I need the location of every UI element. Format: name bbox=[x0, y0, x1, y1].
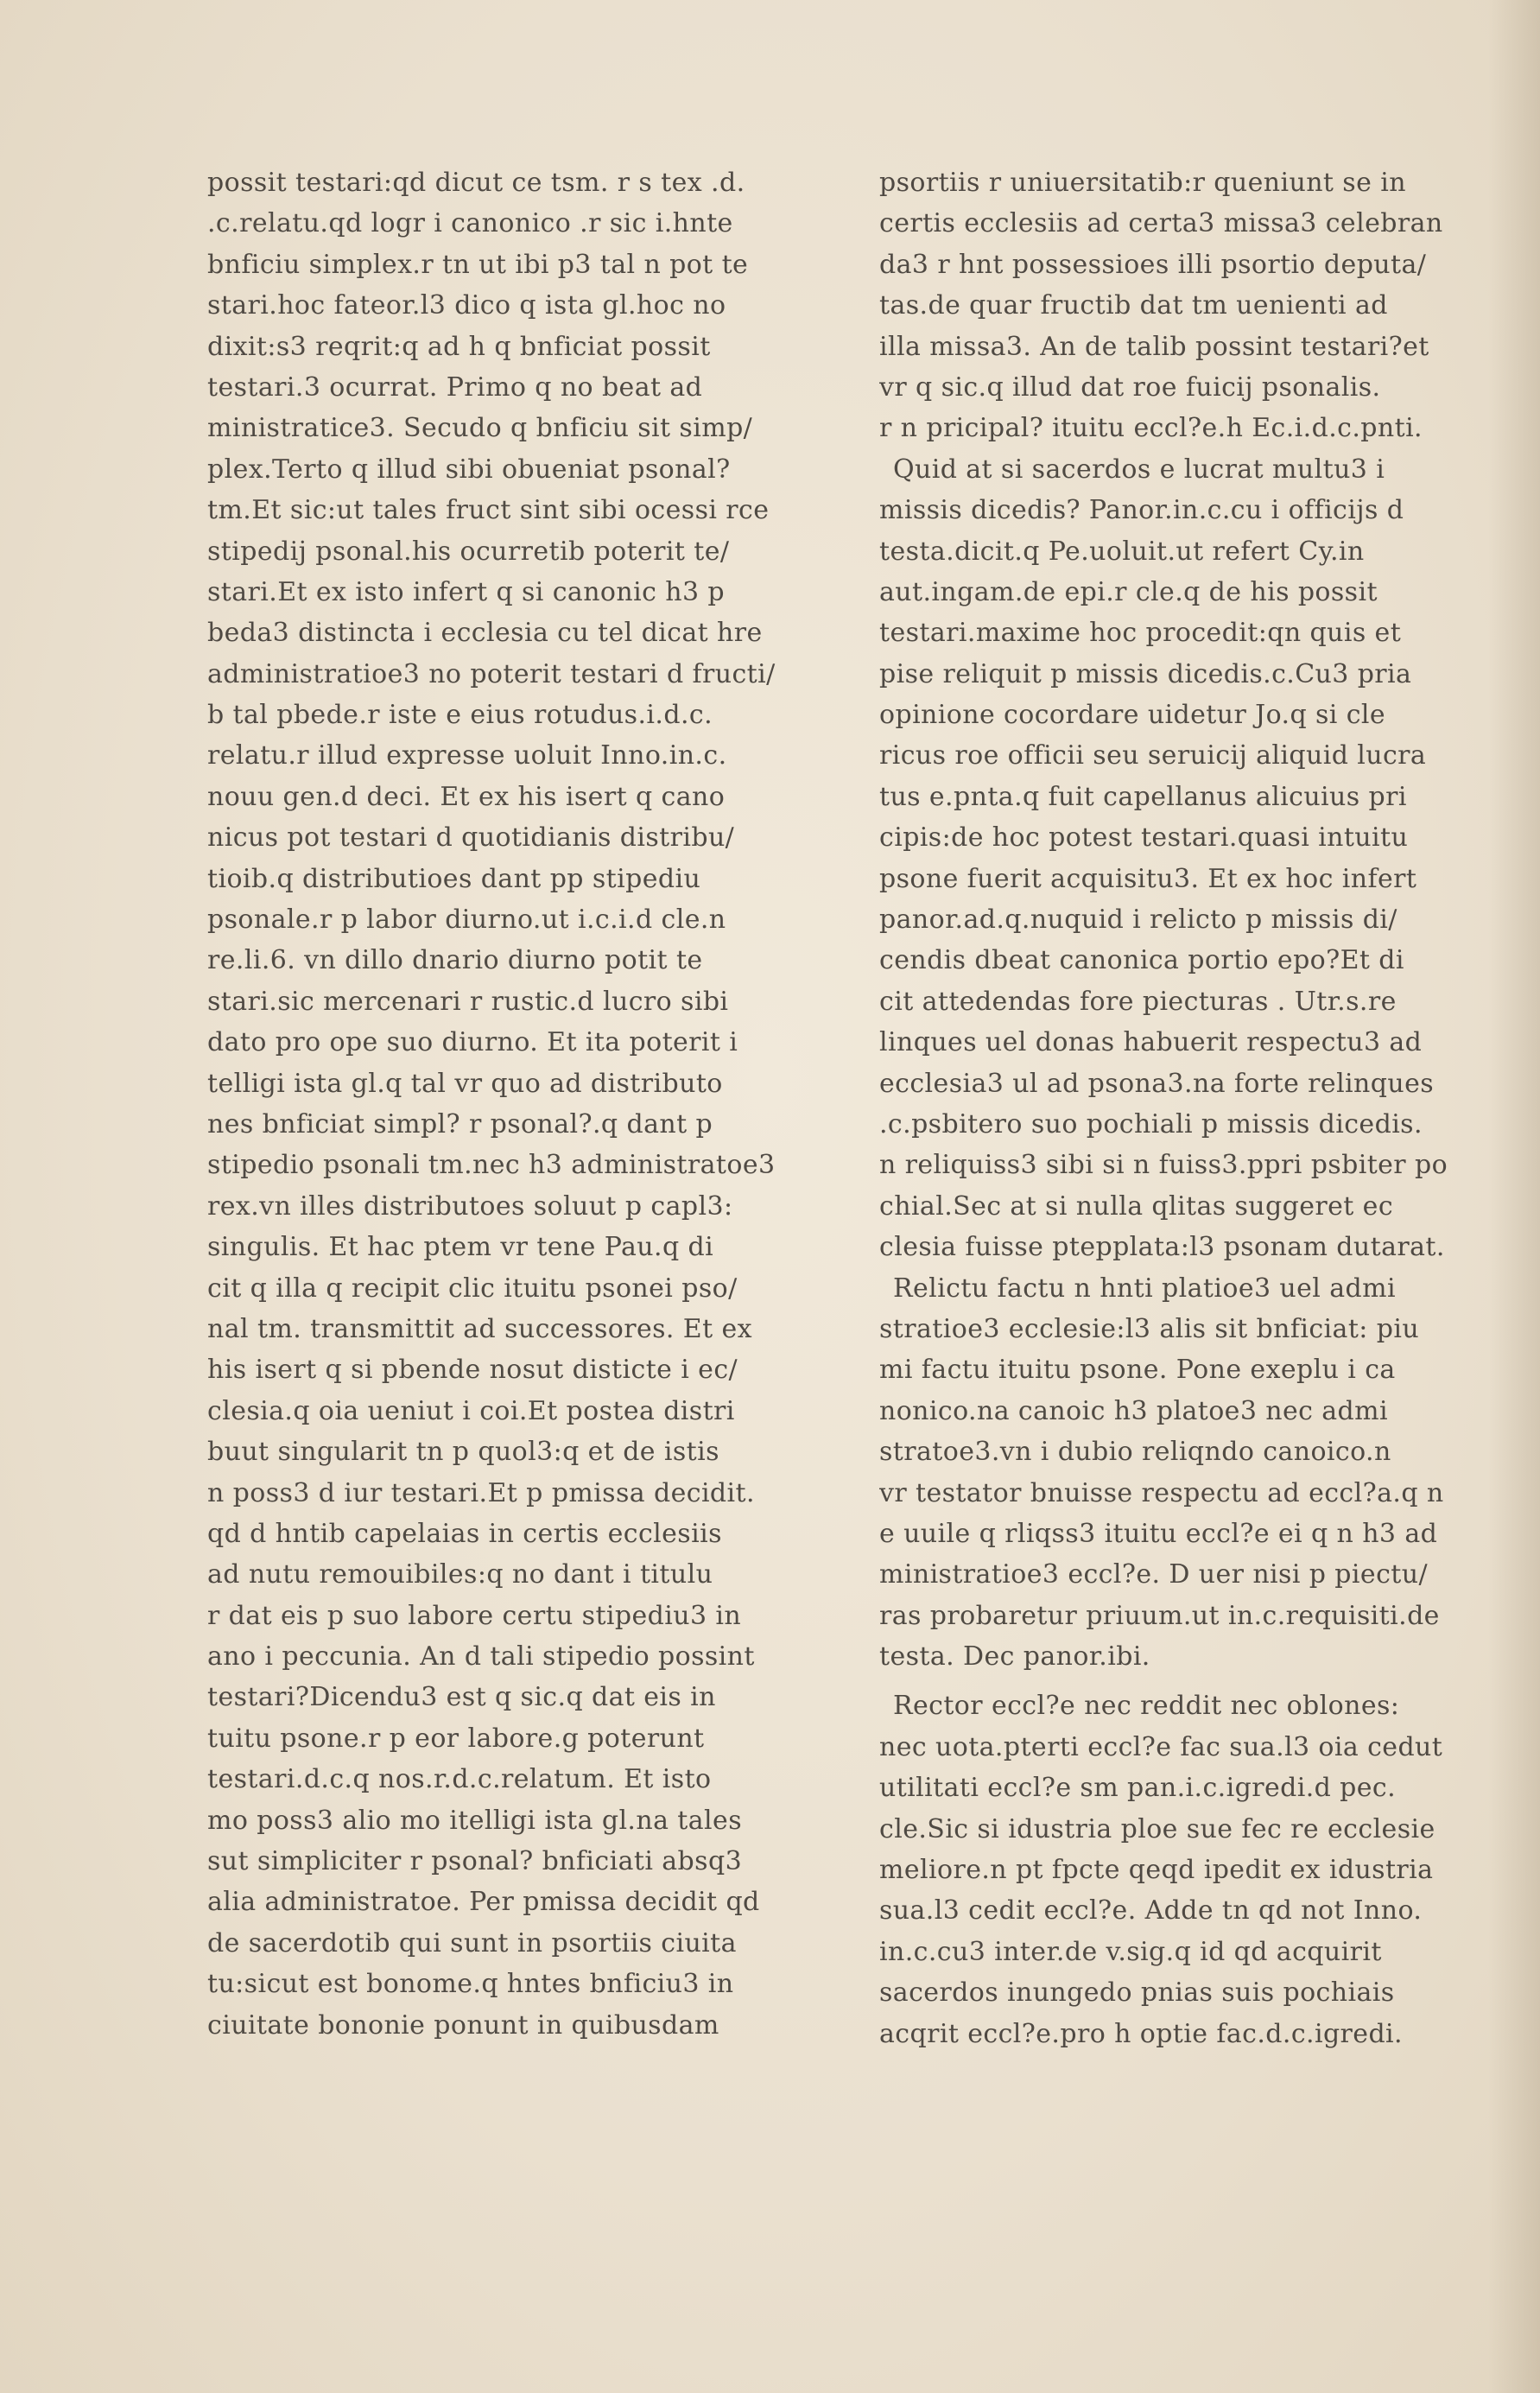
text-line: testa.dicit.q Pe.uoluit.ut refert Cy.in bbox=[879, 536, 1365, 567]
text-line: testari?Dicendu3 est q sic.q dat eis in bbox=[207, 1682, 716, 1713]
text-line: panor.ad.q.nuquid i relicto p missis di/ bbox=[879, 905, 1397, 936]
text-line: cipis:de hoc potest testari.quasi intuitu bbox=[879, 822, 1409, 854]
text-line: stratoe3.vn i dubio reliqndo canoico.n bbox=[879, 1437, 1391, 1468]
text-line: in.c.cu3 inter.de v.sig.q id qd acquirit bbox=[879, 1936, 1382, 1967]
text-line: r n pricipal? ituitu eccl?e.h Ec.i.d.c.pnti. bbox=[879, 413, 1423, 444]
text-line: rex.vn illes distributoes soluut p capl3: bbox=[207, 1190, 733, 1222]
text-line: clesia fuisse ptepplata:l3 psonam dutarat. bbox=[879, 1232, 1445, 1263]
text-line: mi factu ituitu psone. Pone exeplu i ca bbox=[879, 1355, 1396, 1386]
text-line: tus e.pnta.q fuit capellanus alicuius pri bbox=[879, 781, 1407, 812]
text-line: meliore.n pt fpcte qeqd ipedit ex idustria bbox=[879, 1855, 1434, 1886]
text-line: telligi ista gl.q tal vr quo ad distributo bbox=[207, 1068, 723, 1099]
text-line: cit attedendas fore piecturas . Utr.s.re bbox=[879, 986, 1397, 1017]
text-line: tas.de quar fructib dat tm uenienti ad bbox=[879, 290, 1388, 321]
text-line: tioib.q distributioes dant pp stipediu bbox=[207, 863, 701, 894]
text-line: r dat eis p suo labore certu stipediu3 in bbox=[207, 1600, 742, 1631]
text-line: acqrit eccl?e.pro h optie fac.d.c.igredi. bbox=[879, 2018, 1403, 2049]
text-line: n reliquiss3 sibi si n fuiss3.ppri psbiter po bbox=[879, 1150, 1448, 1181]
text-line: Relictu factu n hnti platioe3 uel admi bbox=[893, 1273, 1396, 1304]
text-line: relatu.r illud expresse uoluit Inno.in.c. bbox=[207, 740, 727, 771]
text-line: da3 r hnt possessioes illi psortio deputa/ bbox=[879, 249, 1427, 280]
text-line: testari.3 ocurrat. Primo q no beat ad bbox=[207, 371, 703, 403]
text-line: nal tm. transmittit ad successores. Et ex bbox=[207, 1313, 752, 1344]
text-line: possit testari:qd dicut ce tsm. r s tex .d. bbox=[207, 168, 745, 198]
text-line: missis dicedis? Panor.in.c.cu i officijs d bbox=[879, 495, 1404, 526]
text-line: vr q sic.q illud dat roe fuicij psonalis. bbox=[879, 371, 1381, 403]
text-line: sua.l3 cedit eccl?e. Adde tn qd not Inno. bbox=[879, 1895, 1423, 1926]
text-line: qd d hntib capelaias in certis ecclesiis bbox=[207, 1518, 722, 1549]
text-line: ricus roe officii seu seruicij aliquid lucra bbox=[879, 740, 1427, 771]
text-line: testari.maxime hoc procedit:qn quis et bbox=[879, 618, 1402, 649]
text-line: .c.relatu.qd logr i canonico .r sic i.hnte bbox=[207, 208, 733, 239]
text-line: plex.Terto q illud sibi obueniat psonal? bbox=[207, 454, 731, 485]
text-line: sut simpliciter r psonal? bnficiati absq3 bbox=[207, 1846, 743, 1877]
text-line: b tal pbede.r iste e eius rotudus.i.d.c. bbox=[207, 700, 713, 731]
text-line: his isert q si pbende nosut disticte i ec/ bbox=[207, 1355, 738, 1386]
text-line: ministratice3. Secudo q bnficiu sit simp/ bbox=[207, 413, 753, 444]
text-line: illa missa3. An de talib possint testari?et bbox=[879, 331, 1429, 362]
text-line: ano i peccunia. An d tali stipedio possint bbox=[207, 1641, 755, 1673]
text-line: nicus pot testari d quotidianis distribu/ bbox=[207, 822, 735, 854]
text-line: cit q illa q recipit clic ituitu psonei pso/ bbox=[207, 1273, 738, 1304]
text-line: tuitu psone.r p eor labore.g poterunt bbox=[207, 1723, 705, 1754]
text-line: cendis dbeat canonica portio epo?Et di bbox=[879, 945, 1404, 976]
text-line: de sacerdotib qui sunt in psortiis ciuita bbox=[207, 1927, 737, 1958]
text-line: testa. Dec panor.ibi. bbox=[879, 1641, 1150, 1673]
text-line: Quid at si sacerdos e lucrat multu3 i bbox=[893, 454, 1385, 485]
left-text-column bbox=[207, 162, 848, 2046]
text-line: ciuitate bononie ponunt in quibusdam bbox=[207, 2009, 719, 2041]
text-line: stari.Et ex isto infert q si canonic h3 p bbox=[207, 576, 725, 607]
text-line: Rector eccl?e nec reddit nec oblones: bbox=[893, 1691, 1400, 1722]
text-line: re.li.6. vn dillo dnario diurno potit te bbox=[207, 945, 703, 976]
text-line: aut.ingam.de epi.r cle.q de his possit bbox=[879, 576, 1378, 607]
text-line: testari.d.c.q nos.r.d.c.relatum. Et isto bbox=[207, 1764, 712, 1795]
text-line: chial.Sec at si nulla qlitas suggeret ec bbox=[879, 1190, 1394, 1222]
text-line: bnficiu simplex.r tn ut ibi p3 tal n pot te bbox=[207, 249, 749, 280]
text-line: stipedij psonal.his ocurretib poterit te/ bbox=[207, 536, 730, 567]
text-line: certis ecclesiis ad certa3 missa3 celebran bbox=[879, 208, 1443, 239]
text-line: buut singularit tn p quol3:q et de istis bbox=[207, 1437, 719, 1468]
text-line: alia administratoe. Per pmissa decidit qd bbox=[207, 1887, 760, 1918]
text-line: nec uota.pterti eccl?e fac sua.l3 oia cedut bbox=[879, 1731, 1443, 1762]
right-text-column bbox=[879, 162, 1499, 2054]
text-line: opinione cocordare uidetur Jo.q si cle bbox=[879, 700, 1386, 731]
text-line: pise reliquit p missis dicedis.c.Cu3 pria bbox=[879, 658, 1412, 689]
text-line: stari.sic mercenari r rustic.d lucro sibi bbox=[207, 986, 729, 1017]
text-line: sacerdos inungedo pnias suis pochiais bbox=[879, 1977, 1395, 2009]
text-line: beda3 distincta i ecclesia cu tel dicat hre bbox=[207, 618, 763, 649]
text-line: cle.Sic si idustria ploe sue fec re ecclesie bbox=[879, 1813, 1435, 1844]
text-line: utilitati eccl?e sm pan.i.c.igredi.d pec. bbox=[879, 1773, 1397, 1804]
text-line: administratioe3 no poterit testari d fructi/ bbox=[207, 658, 776, 689]
text-line: stratioe3 ecclesie:l3 alis sit bnficiat: piu bbox=[879, 1313, 1420, 1344]
text-line: n poss3 d iur testari.Et p pmissa decidit. bbox=[207, 1477, 755, 1508]
text-line: ras probaretur priuum.ut in.c.requisiti.de bbox=[879, 1600, 1440, 1631]
text-line: .c.psbitero suo pochiali p missis dicedis. bbox=[879, 1108, 1423, 1139]
text-line: nonico.na canoic h3 platoe3 nec admi bbox=[879, 1395, 1388, 1426]
text-line: nes bnficiat simpl? r psonal?.q dant p bbox=[207, 1108, 713, 1139]
text-line: nouu gen.d deci. Et ex his isert q cano bbox=[207, 781, 726, 812]
text-line: ecclesia3 ul ad psona3.na forte relinques bbox=[879, 1068, 1435, 1099]
text-line: dixit:s3 reqrit:q ad h q bnficiat possit bbox=[207, 331, 711, 362]
text-line: psonale.r p labor diurno.ut i.c.i.d cle.n bbox=[207, 905, 726, 936]
text-line: singulis. Et hac ptem vr tene Pau.q di bbox=[207, 1232, 714, 1263]
text-line: psone fuerit acquisitu3. Et ex hoc infert bbox=[879, 863, 1417, 894]
text-line: stipedio psonali tm.nec h3 administratoe3 bbox=[207, 1150, 776, 1181]
text-line: clesia.q oia ueniut i coi.Et postea distri bbox=[207, 1395, 735, 1426]
text-line: vr testator bnuisse respectu ad eccl?a.q n bbox=[879, 1477, 1444, 1508]
text-line: stari.hoc fateor.l3 dico q ista gl.hoc no bbox=[207, 290, 726, 321]
text-line: mo poss3 alio mo itelligi ista gl.na tales bbox=[207, 1805, 742, 1836]
text-line: ad nutu remouibiles:q no dant i titulu bbox=[207, 1559, 713, 1590]
text-line: tm.Et sic:ut tales fruct sint sibi ocessi rce bbox=[207, 495, 770, 526]
text-line: tu:sicut est bonome.q hntes bnficiu3 in bbox=[207, 1969, 734, 2000]
text-line: linques uel donas habuerit respectu3 ad bbox=[879, 1027, 1423, 1058]
text-line: psortiis r uniuersitatib:r queniunt se in bbox=[879, 168, 1406, 198]
text-line: e uuile q rliqss3 ituitu eccl?e ei q n h3 ad bbox=[879, 1518, 1438, 1549]
text-line: ministratioe3 eccl?e. D uer nisi p piectu/ bbox=[879, 1559, 1428, 1590]
text-line: dato pro ope suo diurno. Et ita poterit i bbox=[207, 1027, 738, 1058]
